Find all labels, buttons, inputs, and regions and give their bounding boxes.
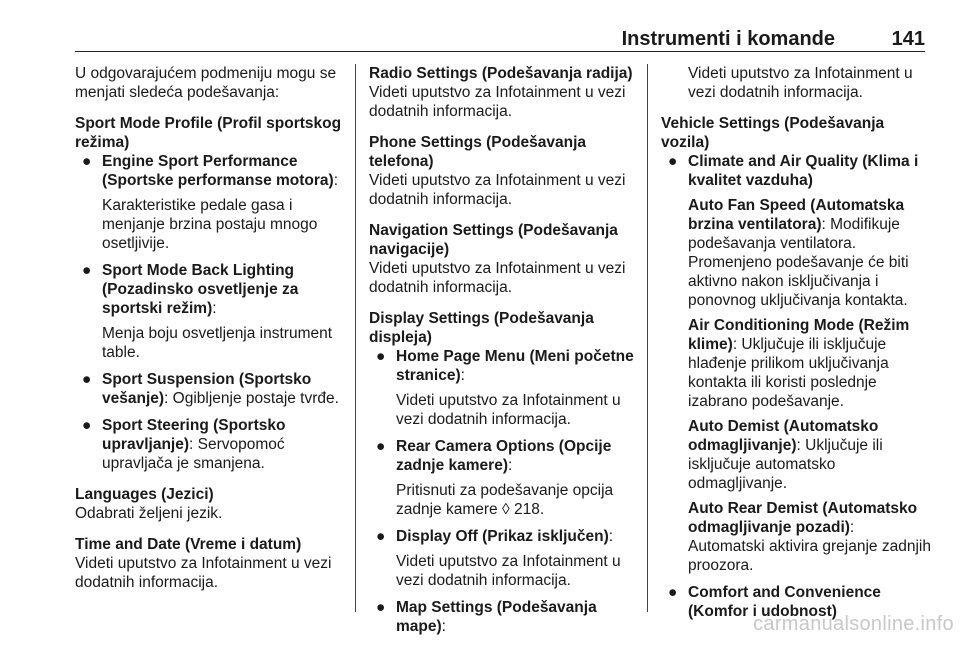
column-1 (75, 64, 347, 604)
section-heading: Time and Date (Vreme i datum) (75, 536, 302, 553)
item-body: : Servopomoć upravljača je smanjena. (102, 436, 285, 472)
bullet-icon: ● (376, 528, 386, 545)
item-title: Comfort and Convenience (Komfor i udobnost) (688, 584, 881, 620)
bullet-icon: ● (668, 584, 678, 601)
header-rule (75, 51, 925, 52)
list-item (75, 370, 347, 408)
item-title: Sport Mode Back Lighting (Pozadinsko osvetljenje za sportski režim) (102, 262, 299, 317)
sub-item-title: Auto Demist (Automatsko odmagljivanje) (688, 418, 879, 454)
item-title: Engine Sport Performance (Sportske performanse motora) (102, 153, 334, 189)
list-item: ● Rear Camera Options (Opcije zadnje kamere): Pritisnuti za podešavanje opcija zadnje kamere ◊ 218. (376, 438, 614, 518)
section-body: Videti uputstvo za Infotainment u vezi dodatnih informacija. (369, 260, 626, 296)
list-item: ● Display Off (Prikaz isključen): Videti uputstvo za Infotainment u vezi dodatnih informacija. (369, 527, 637, 590)
sub-item-title: Auto Rear Demist (Automatsko odmagljivanje pozadi) (688, 500, 918, 536)
item-body: Pritisnuti za podešavanje opcija zadnje kamere (396, 482, 614, 518)
section-heading: Sport Mode Profile (Profil sportskog režima) (75, 115, 342, 151)
section-languages (75, 485, 347, 523)
section-heading: Vehicle Settings (Podešavanja vozila) (661, 115, 885, 151)
item-title: Rear Camera Options (Opcije zadnje kamere) (396, 438, 612, 474)
section-body: Videti uputstvo za Infotainment u vezi dodatnih informacija. (369, 172, 626, 208)
sub-item-body: : Uključuje ili isključuje automatsko odmagljivanje. (688, 437, 883, 492)
list-item: ● Map Settings (Podešavanja mape): (376, 599, 597, 635)
bullet-icon: ● (82, 371, 92, 388)
item-body: : Ogibljenje postaje tvrđe. (164, 390, 339, 407)
section-body: Videti uputstvo za Infotainment u vezi dodatnih informacija. (369, 84, 626, 120)
item-title: Sport Suspension (Sportsko vešanje) (102, 371, 312, 407)
bullet-icon: ● (82, 153, 92, 170)
bullet-icon: ● (668, 153, 678, 170)
sub-item-title: Auto Fan Speed (Automatska brzina ventilatora) (688, 197, 905, 233)
bullet-icon: ● (376, 599, 386, 616)
sub-item-extra: Automatski aktivira grejanje zadnjih proozora. (688, 538, 931, 574)
sport-mode-list (75, 152, 347, 473)
bullet-icon: ● (82, 417, 92, 434)
item-title: Display Off (Prikaz isključen) (396, 528, 609, 545)
bullet-icon: ● (376, 438, 386, 455)
vehicle-list (661, 152, 933, 621)
column-divider-2 (647, 64, 648, 612)
section-heading: Display Settings (Podešavanja displeja) (369, 310, 594, 346)
column-divider-1 (355, 64, 356, 612)
header-title: Instrumenti i komande (621, 28, 835, 50)
item-body: Menja boju osvetljenja instrument table. (102, 325, 333, 361)
list-item: ● Sport Mode Back Lighting (Pozadinsko osvetljenje za sportski režim): Menja boju osvetljenja instrument table. (75, 261, 347, 362)
page-ref-icon: ◊ (501, 501, 510, 518)
item-title: Home Page Menu (Meni početne stranice) (396, 348, 634, 384)
section-display (369, 309, 637, 636)
section-vehicle (661, 114, 933, 621)
section-sport-mode (75, 114, 347, 473)
section-heading: Radio Settings (Podešavanja radija) (369, 65, 633, 82)
section-heading: Languages (Jezici) (75, 486, 214, 503)
section-heading: Phone Settings (Podešavanja telefona) (369, 134, 587, 170)
list-item: ● Home Page Menu (Meni početne stranice): Videti uputstvo za Infotainment u vezi dodatnih informacija. (369, 347, 637, 429)
list-item (661, 152, 933, 575)
item-title: Map Settings (Podešavanja mape) (396, 599, 597, 635)
section-body: Videti uputstvo za Infotainment u vezi dodatnih informacija. (75, 555, 332, 591)
column-2 (369, 64, 637, 648)
section-phone (369, 133, 637, 209)
sub-item-title: Air Conditioning Mode (Režim klime) (688, 317, 910, 353)
page-ref: 218. (513, 501, 545, 518)
list-item: ● Engine Sport Performance (Sportske performanse motora): Karakteristike pedale gasa i menjanje brzina postaju mnogo osetljivije. (75, 152, 347, 253)
sub-item-body: : Modifikuje podešavanja ventilatora. (688, 216, 900, 252)
item-title: Sport Steering (Sportsko upravljanje) (102, 417, 286, 453)
item-title: Climate and Air Quality (Klima i kvalitet vazduha) (688, 153, 919, 189)
continued-text: Videti uputstvo za Infotainment u vezi dodatnih informacija. (688, 65, 913, 101)
section-radio (369, 64, 637, 121)
page-header (75, 0, 925, 50)
section-navigation (369, 221, 637, 297)
section-body: Odabrati željeni jezik. (75, 505, 223, 522)
intro-text: U odgovarajućem podmeniju mogu se menjati sledeća podešavanja: (75, 65, 337, 101)
item-body: Videti uputstvo za Infotainment u vezi dodatnih informacija. (396, 553, 621, 589)
bullet-icon: ● (376, 348, 386, 365)
display-list (369, 347, 637, 636)
bullet-icon: ● (82, 262, 92, 279)
page-number: 141 (891, 28, 925, 50)
watermark: carmanualsonline.info (753, 613, 954, 635)
sub-item-body: : (849, 519, 855, 536)
sub-item-extra: Promenjeno podešavanje će biti aktivno nakon isključivanja i ponovnog uključivanja kontakta. (688, 254, 909, 309)
section-heading: Navigation Settings (Podešavanja navigacije) (369, 222, 618, 258)
item-body: Karakteristike pedale gasa i menjanje brzina postaju mnogo osetljivije. (102, 197, 318, 252)
sub-item-body: : Uključuje ili isključuje hlađenje prilikom uključivanja kontakta ili koristi poslednje izabrano podešavanje. (688, 336, 889, 410)
column-3 (661, 64, 933, 633)
list-item (75, 416, 347, 473)
section-time-date (75, 535, 347, 592)
item-body: Videti uputstvo za Infotainment u vezi dodatnih informacija. (396, 392, 621, 428)
